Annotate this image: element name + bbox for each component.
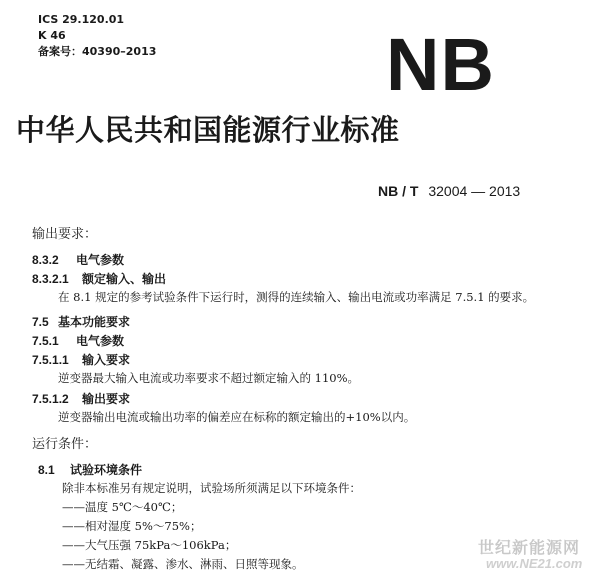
standard-code: 32004 — 2013 [428, 183, 521, 199]
operating-conditions-label: 运行条件： [32, 437, 98, 452]
nb-logo: NB [386, 23, 495, 106]
paragraph-rated-io: 在 8.1 规定的参考试验条件下运行时，测得的连续输入、输出电流或功率满足 7.5.1 的要求。 [58, 290, 535, 304]
list-item-humidity: ——相对湿度 5%～75%； [62, 519, 202, 533]
paragraph-input-requirement: 逆变器最大输入电流或功率要求不超过额定输入的 110%。 [58, 371, 360, 385]
ics-code: ICS 29.120.01 [38, 13, 125, 26]
heading-7-5-1-2: 7.5.1.2 输出要求 [32, 392, 131, 406]
heading-8-1: 8.1 试验环境条件 [38, 463, 143, 477]
heading-7-5: 7.5 基本功能要求 [32, 315, 131, 329]
standard-prefix: NB / T [378, 183, 419, 199]
heading-8-3-2-1: 8.3.2.1 额定输入、输出 [32, 272, 167, 286]
standard-number [378, 183, 520, 199]
watermark-url: www.NE21.com [486, 556, 583, 571]
document-title: 中华人民共和国能源行业标准 [16, 113, 400, 147]
classification-code: K 46 [38, 29, 66, 42]
watermark-name: 世纪新能源网 [478, 538, 581, 557]
list-item-pressure: ——大气压强 75kPa～106kPa； [62, 538, 237, 552]
output-requirements-label: 输出要求： [32, 227, 98, 242]
heading-8-3-2: 8.3.2 电气参数 [32, 253, 125, 267]
heading-7-5-1-1: 7.5.1.1 输入要求 [32, 353, 131, 367]
paragraph-output-requirement: 逆变器输出电流或输出功率的偏差应在标称的额定输出的+10%以内。 [58, 410, 416, 424]
heading-7-5-1: 7.5.1 电气参数 [32, 334, 125, 348]
paragraph-environment-intro: 除非本标准另有规定说明，试验场所须满足以下环境条件： [62, 481, 361, 495]
record-number: 备案号：40390–2013 [38, 45, 157, 58]
list-item-no-frost: ——无结霜、凝露、渗水、淋雨、日照等现象。 [62, 557, 304, 571]
list-item-temperature: ——温度 5℃～40℃； [62, 500, 183, 514]
